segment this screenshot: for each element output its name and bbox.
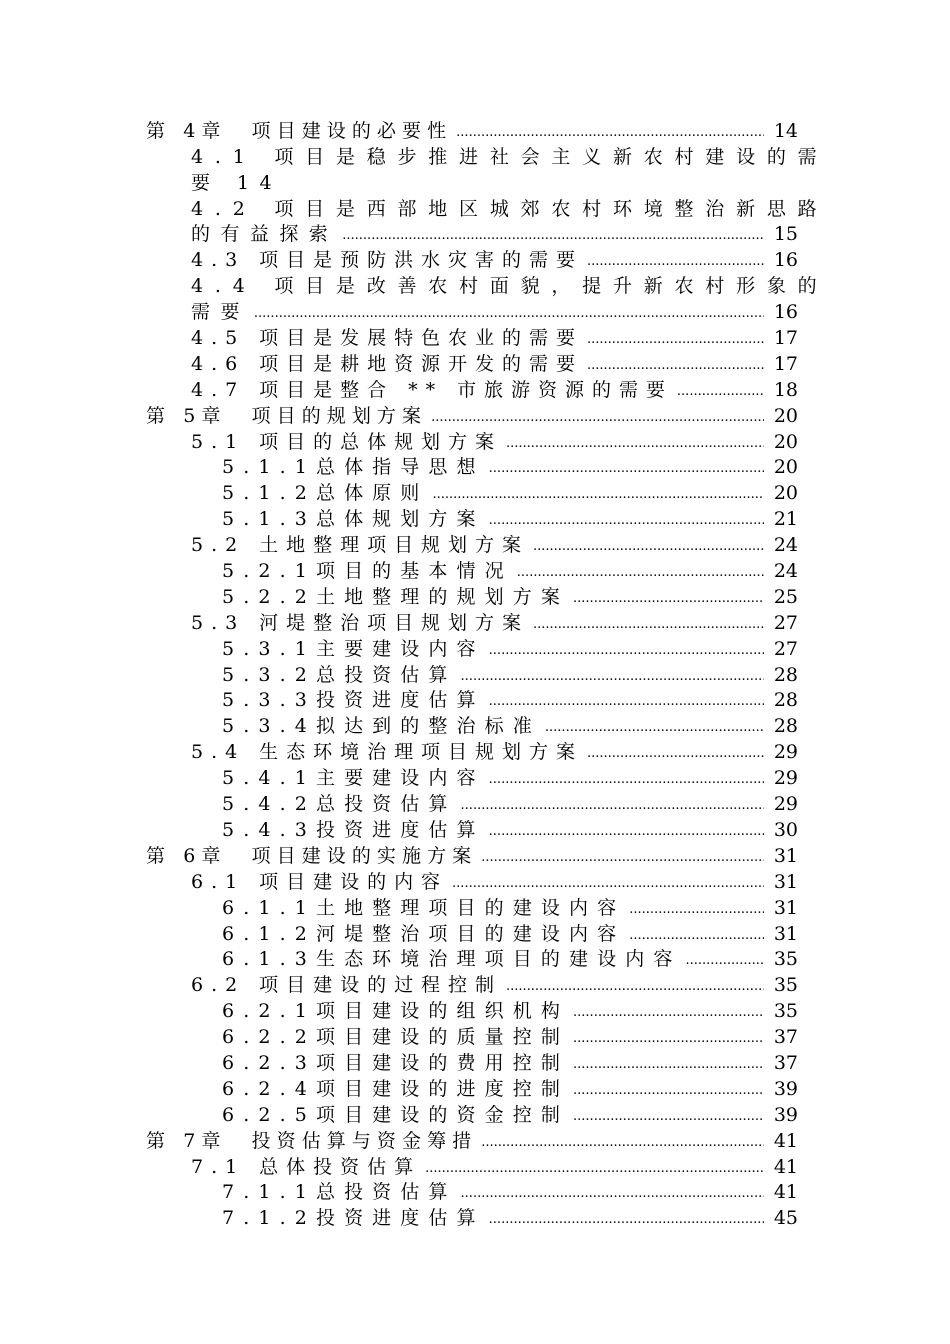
toc-entry-title: 6.2.2项目建设的质量控制 xyxy=(222,1026,570,1049)
toc-page-number: 31 xyxy=(773,870,798,893)
toc-dot-leader xyxy=(573,590,764,608)
toc-page-number: 20 xyxy=(773,404,798,427)
toc-dot-leader xyxy=(461,668,764,686)
toc-entry-title: 4.5 项目是发展特色农业的需要 xyxy=(191,327,583,350)
toc-entry-title: 第 4章 项目建设的必要性 xyxy=(146,119,453,142)
toc-page-number: 28 xyxy=(773,689,798,712)
toc-entry-title: 需要 xyxy=(191,301,250,324)
toc-entry-title: 5.3.3投资进度估算 xyxy=(222,689,485,712)
toc-entry-title: 5.3.4拟达到的整治标准 xyxy=(222,715,541,738)
toc-dot-leader xyxy=(629,901,764,919)
toc-page-number: 30 xyxy=(773,818,798,841)
toc-dot-leader xyxy=(461,797,764,815)
toc-page-number: 16 xyxy=(773,249,798,272)
toc-page-number: 20 xyxy=(773,482,798,505)
toc-dot-leader xyxy=(431,409,764,427)
toc-entry[interactable] xyxy=(0,996,950,1022)
toc-entry[interactable] xyxy=(0,1126,950,1152)
toc-dot-leader xyxy=(517,564,764,582)
toc-entry-title: 4.7 项目是整合 ** 市旅游资源的需要 xyxy=(191,378,673,401)
toc-entry-title: 4.3 项目是预防洪水灾害的需要 xyxy=(191,249,583,272)
toc-entry-title: 5.2 土地整理项目规划方案 xyxy=(191,534,529,557)
toc-entry[interactable] xyxy=(0,220,950,246)
toc-entry-title: 5.4.1主要建设内容 xyxy=(222,767,485,790)
toc-entry-title: 5.3.2总投资估算 xyxy=(222,663,457,686)
toc-entry-title: 5.1.3总体规划方案 xyxy=(222,508,485,531)
toc-entry[interactable] xyxy=(0,634,950,660)
toc-page-number: 45 xyxy=(773,1207,798,1230)
toc-entry-title: 5.2.2土地整理的规划方案 xyxy=(222,585,570,608)
toc-entry-title: 4.6 项目是耕地资源开发的需要 xyxy=(191,352,583,375)
toc-entry-title: 4.2 项目是西部地区城郊农村环境整治新思路 xyxy=(191,197,829,220)
toc-page-number: 41 xyxy=(773,1155,798,1178)
toc-entry[interactable] xyxy=(0,427,950,453)
toc-entry[interactable] xyxy=(0,1203,950,1229)
toc-dot-leader xyxy=(506,435,764,453)
toc-entry-title: 6.1.1土地整理项目的建设内容 xyxy=(222,896,626,919)
toc-page-number: 20 xyxy=(773,430,798,453)
toc-dot-leader xyxy=(461,1185,764,1203)
toc-dot-leader xyxy=(432,486,764,504)
toc-dot-leader xyxy=(587,331,764,349)
toc-page-number: 29 xyxy=(773,767,798,790)
toc-entry-title: 6.2.4项目建设的进度控制 xyxy=(222,1077,570,1100)
toc-entry[interactable] xyxy=(0,815,950,841)
toc-entry[interactable] xyxy=(0,608,950,634)
toc-page-number: 18 xyxy=(773,378,798,401)
toc-entry[interactable] xyxy=(0,1178,950,1204)
toc-entry[interactable] xyxy=(0,297,950,323)
toc-page-number: 41 xyxy=(773,1181,798,1204)
toc-page-number: 15 xyxy=(773,223,798,246)
toc-entry-title: 6.2 项目建设的过程控制 xyxy=(191,974,502,997)
toc-entry[interactable] xyxy=(0,530,950,556)
toc-page-number: 35 xyxy=(773,1000,798,1023)
toc-entry-title: 5.1.2总体原则 xyxy=(222,482,429,505)
toc-dot-leader xyxy=(456,124,764,142)
toc-entry-title: 5.1.1总体指导思想 xyxy=(222,456,485,479)
toc-dot-leader xyxy=(677,383,764,401)
toc-page-number: 41 xyxy=(773,1129,798,1152)
toc-entry-title: 5.3 河堤整治项目规划方案 xyxy=(191,611,529,634)
toc-page-number: 17 xyxy=(773,352,798,375)
toc-dot-leader xyxy=(489,460,764,478)
toc-entry[interactable] xyxy=(0,504,950,530)
toc-page-number: 24 xyxy=(773,534,798,557)
toc-dot-leader xyxy=(452,875,764,893)
toc-entry[interactable] xyxy=(0,711,950,737)
toc-entry[interactable] xyxy=(0,1048,950,1074)
toc-entry[interactable] xyxy=(0,478,950,504)
toc-entry[interactable] xyxy=(0,945,950,971)
toc-dot-leader xyxy=(489,823,764,841)
toc-entry-title: 7.1.1总投资估算 xyxy=(222,1181,457,1204)
toc-entry[interactable] xyxy=(0,349,950,375)
toc-page-number: 21 xyxy=(773,508,798,531)
toc-dot-leader xyxy=(573,1030,764,1048)
toc-page-number: 29 xyxy=(773,793,798,816)
toc-entry-title: 4.4 项目是改善农村面貌，提升新农村形象的 xyxy=(191,275,829,298)
toc-entry-title: 第 7章 投资估算与资金筹措 xyxy=(146,1129,478,1152)
toc-entry-title: 的有益探索 xyxy=(191,223,339,246)
toc-entry[interactable] xyxy=(0,556,950,582)
toc-page-number: 29 xyxy=(773,741,798,764)
toc-dot-leader xyxy=(506,978,764,996)
toc-entry-title: 第 6章 项目建设的实施方案 xyxy=(146,844,478,867)
toc-page-number: 28 xyxy=(773,715,798,738)
toc-entry[interactable] xyxy=(0,789,950,815)
toc-entry[interactable] xyxy=(0,116,950,142)
toc-entry-title: 7.1.2投资进度估算 xyxy=(222,1207,485,1230)
toc-entry[interactable] xyxy=(0,375,950,401)
toc-entry[interactable] xyxy=(0,582,950,608)
toc-dot-leader xyxy=(533,616,764,634)
toc-entry[interactable] xyxy=(0,168,950,194)
toc-entry-title: 6.1.2河堤整治项目的建设内容 xyxy=(222,922,626,945)
toc-page-number: 14 xyxy=(773,119,798,142)
toc-page-number: 35 xyxy=(773,948,798,971)
table-of-contents xyxy=(0,116,950,1229)
toc-page-number: 17 xyxy=(773,327,798,350)
toc-entry-title: 5.1 项目的总体规划方案 xyxy=(191,430,502,453)
toc-dot-leader xyxy=(489,512,764,530)
toc-entry-title: 6.2.1项目建设的组织机构 xyxy=(222,1000,570,1023)
toc-dot-leader xyxy=(481,1134,764,1152)
toc-dot-leader xyxy=(573,1004,764,1022)
toc-entry-title: 6.2.3项目建设的费用控制 xyxy=(222,1051,570,1074)
toc-entry-title: 6.1 项目建设的内容 xyxy=(191,870,449,893)
toc-dot-leader xyxy=(489,693,764,711)
toc-entry[interactable] xyxy=(0,660,950,686)
toc-entry[interactable] xyxy=(0,1152,950,1178)
toc-entry[interactable] xyxy=(0,1022,950,1048)
toc-entry-title: 5.4.3投资进度估算 xyxy=(222,818,485,841)
toc-entry[interactable] xyxy=(0,142,950,168)
toc-dot-leader xyxy=(489,1211,764,1229)
toc-entry[interactable] xyxy=(0,686,950,712)
toc-page-number: 37 xyxy=(773,1051,798,1074)
toc-entry[interactable] xyxy=(0,919,950,945)
toc-page-number: 27 xyxy=(773,611,798,634)
toc-dot-leader xyxy=(587,253,764,271)
toc-entry-title: 6.1.3生态环境治理项目的建设内容 xyxy=(222,948,682,971)
toc-entry[interactable] xyxy=(0,737,950,763)
toc-page-number: 39 xyxy=(773,1103,798,1126)
toc-entry-title: 第 5章 项目的规划方案 xyxy=(146,404,428,427)
toc-entry[interactable] xyxy=(0,1074,950,1100)
toc-dot-leader xyxy=(587,357,764,375)
toc-dot-leader xyxy=(573,1108,764,1126)
toc-page-number: 31 xyxy=(773,896,798,919)
toc-entry[interactable] xyxy=(0,1100,950,1126)
toc-dot-leader xyxy=(342,227,764,245)
toc-page-number: 16 xyxy=(773,301,798,324)
toc-page-number: 24 xyxy=(773,560,798,583)
toc-dot-leader xyxy=(481,849,764,867)
toc-dot-leader xyxy=(629,927,764,945)
toc-entry-title: 5.2.1项目的基本情况 xyxy=(222,560,513,583)
toc-entry[interactable] xyxy=(0,194,950,220)
toc-entry[interactable] xyxy=(0,271,950,297)
toc-entry[interactable] xyxy=(0,763,950,789)
toc-page-number: 39 xyxy=(773,1077,798,1100)
toc-page-number: 31 xyxy=(773,844,798,867)
toc-page-number: 31 xyxy=(773,922,798,945)
toc-entry[interactable] xyxy=(0,245,950,271)
toc-entry[interactable] xyxy=(0,970,950,996)
toc-dot-leader xyxy=(425,1160,764,1178)
toc-entry-title: 5.4.2总投资估算 xyxy=(222,793,457,816)
toc-dot-leader xyxy=(587,745,764,763)
toc-entry[interactable] xyxy=(0,323,950,349)
toc-entry[interactable] xyxy=(0,841,950,867)
toc-entry[interactable] xyxy=(0,401,950,427)
toc-entry-title: 6.2.5项目建设的资金控制 xyxy=(222,1103,570,1126)
toc-dot-leader xyxy=(254,305,764,323)
toc-page-number: 37 xyxy=(773,1026,798,1049)
toc-dot-leader xyxy=(573,1056,764,1074)
toc-page-number: 20 xyxy=(773,456,798,479)
toc-dot-leader xyxy=(489,642,764,660)
toc-entry-title: 7.1 总体投资估算 xyxy=(191,1155,422,1178)
toc-dot-leader xyxy=(545,719,764,737)
toc-dot-leader xyxy=(573,1082,764,1100)
toc-page-number: 35 xyxy=(773,974,798,997)
toc-entry-title: 要 14 xyxy=(191,171,283,194)
toc-dot-leader xyxy=(686,952,764,970)
toc-entry-title: 5.3.1主要建设内容 xyxy=(222,637,485,660)
toc-dot-leader xyxy=(533,538,764,556)
toc-entry[interactable] xyxy=(0,867,950,893)
toc-page-number: 28 xyxy=(773,663,798,686)
toc-page-number: 27 xyxy=(773,637,798,660)
toc-entry[interactable] xyxy=(0,893,950,919)
toc-page-number: 25 xyxy=(773,585,798,608)
toc-entry-title: 5.4 生态环境治理项目规划方案 xyxy=(191,741,583,764)
toc-entry-title: 4.1 项目是稳步推进社会主义新农村建设的需 xyxy=(191,145,829,168)
toc-dot-leader xyxy=(489,771,764,789)
toc-entry[interactable] xyxy=(0,453,950,479)
